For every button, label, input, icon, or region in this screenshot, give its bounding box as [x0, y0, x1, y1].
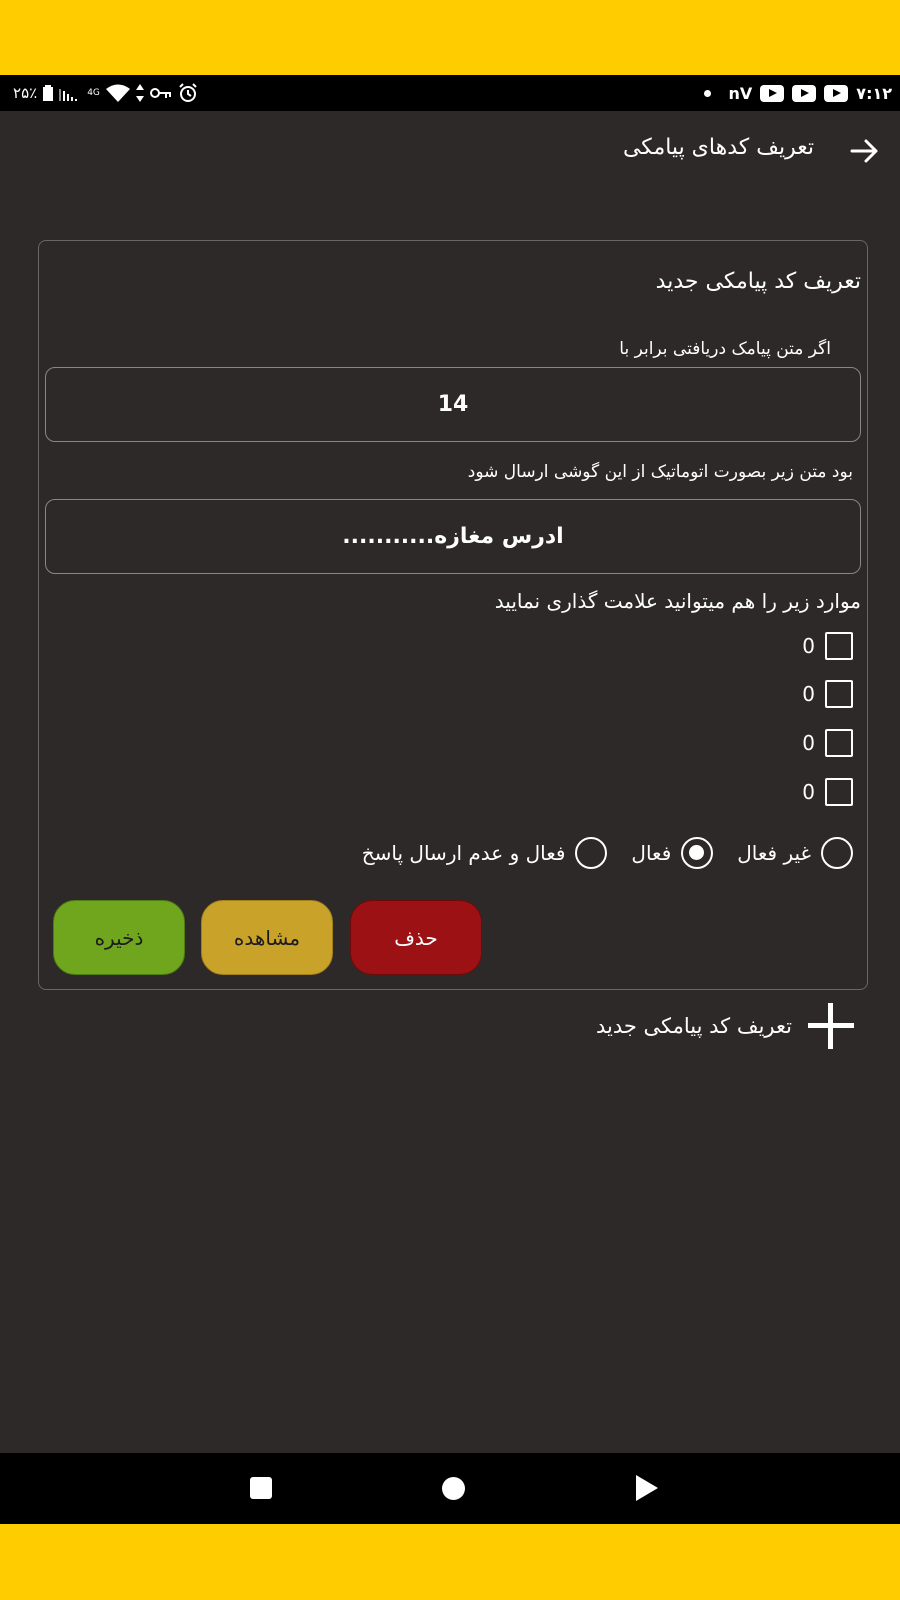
- signal-icon: [59, 85, 81, 101]
- view-button[interactable]: مشاهده: [201, 900, 333, 975]
- radio-button[interactable]: [575, 837, 607, 869]
- checkbox-label: 0: [802, 780, 815, 804]
- option-checkbox-row[interactable]: [802, 677, 853, 711]
- reply-text-label: بود متن زیر بصورت اتوماتیک از این گوشی ارسال شود: [467, 462, 853, 482]
- status-right: [704, 75, 892, 111]
- navigation-bar: [0, 1453, 900, 1524]
- bottom-frame: [0, 1524, 900, 1600]
- radio-label: غیر فعال: [737, 841, 811, 865]
- top-frame: [0, 0, 900, 75]
- status-radio-group: [338, 835, 853, 871]
- delete-button[interactable]: حذف: [350, 900, 482, 975]
- save-button[interactable]: ذخیره: [53, 900, 185, 975]
- back-arrow-icon[interactable]: [846, 133, 882, 169]
- home-icon[interactable]: [442, 1477, 465, 1500]
- checkbox[interactable]: [825, 680, 853, 708]
- youtube-icon: [792, 85, 816, 102]
- battery-icon: [43, 85, 53, 101]
- alarm-icon: [178, 83, 198, 103]
- plus-icon[interactable]: [808, 1003, 854, 1049]
- battery-percent: ٢۵٪: [13, 84, 38, 102]
- incoming-text-field[interactable]: 14: [45, 367, 861, 442]
- checkbox[interactable]: [825, 632, 853, 660]
- vpn-key-icon: [150, 86, 172, 100]
- checkbox-label: 0: [802, 731, 815, 755]
- option-checkbox-row[interactable]: [802, 726, 853, 760]
- option-checkbox-row[interactable]: [802, 629, 853, 663]
- checkbox-label: 0: [802, 634, 815, 658]
- status-left: [13, 75, 198, 111]
- notification-dot-icon: [704, 90, 711, 97]
- clock: ٧:١٢: [856, 83, 892, 103]
- youtube-icon: [760, 85, 784, 102]
- back-triangle-icon[interactable]: [636, 1475, 658, 1501]
- radio-button-selected[interactable]: [681, 837, 713, 869]
- incoming-text-label: اگر متن پیامک دریافتی برابر با: [619, 339, 831, 359]
- card-title: تعریف کد پیامکی جدید: [655, 269, 861, 294]
- reply-text-field[interactable]: ادرس مغازه...........: [45, 499, 861, 574]
- checkbox[interactable]: [825, 778, 853, 806]
- sms-code-card: [38, 240, 868, 990]
- add-new-code-button[interactable]: [596, 1001, 854, 1051]
- youtube-icon: [824, 85, 848, 102]
- carrier-text: nV: [728, 83, 753, 103]
- radio-label: فعال و عدم ارسال پاسخ: [361, 841, 566, 865]
- radio-active-no-reply[interactable]: [362, 837, 608, 869]
- status-bar: [0, 75, 900, 111]
- recents-icon[interactable]: [250, 1477, 272, 1499]
- radio-label: فعال: [631, 841, 672, 865]
- app-screen: [0, 111, 900, 1453]
- option-checkbox-row[interactable]: [802, 775, 853, 809]
- checkbox-label: 0: [802, 682, 815, 706]
- toolbar: [0, 111, 900, 193]
- wifi-icon: [106, 84, 130, 102]
- radio-button[interactable]: [821, 837, 853, 869]
- page-title: تعریف کدهای پیامکی: [622, 135, 814, 160]
- checkbox[interactable]: [825, 729, 853, 757]
- add-new-code-label: تعریف کد پیامکی جدید: [596, 1014, 792, 1038]
- radio-active[interactable]: [631, 837, 713, 869]
- options-label: موارد زیر را هم میتوانید علامت گذاری نمایید: [494, 589, 861, 613]
- radio-inactive[interactable]: [737, 837, 853, 869]
- data-transfer-icon: [136, 84, 144, 102]
- network-type: 4G: [87, 88, 100, 98]
